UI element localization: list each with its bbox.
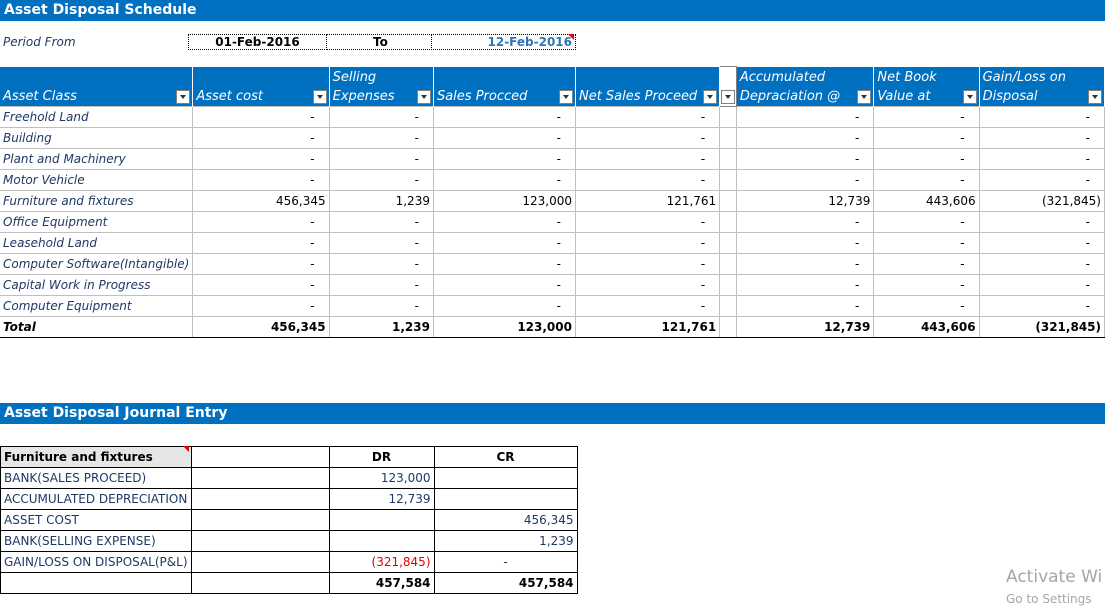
table-row bbox=[0, 107, 1105, 128]
total-row bbox=[0, 317, 1105, 338]
value-cell-cost[interactable]: 456,345 bbox=[193, 191, 329, 212]
table-row bbox=[0, 128, 1105, 149]
value-cell-gl[interactable]: - bbox=[979, 212, 1104, 233]
period-from-label: Period From bbox=[3, 35, 76, 49]
value-cell-dep[interactable]: - bbox=[736, 107, 874, 128]
journal-line-blank[interactable] bbox=[191, 531, 329, 552]
filter-dropdown-icon[interactable] bbox=[313, 90, 327, 104]
value-cell-sell[interactable]: - bbox=[329, 254, 433, 275]
value-cell-net[interactable]: - bbox=[575, 296, 719, 317]
value-cell-net[interactable]: 121,761 bbox=[575, 191, 719, 212]
value-cell-sell[interactable]: - bbox=[329, 107, 433, 128]
journal-line-cr[interactable]: 1,239 bbox=[434, 531, 577, 552]
value-cell-nbv[interactable]: - bbox=[874, 212, 979, 233]
journal-line-label[interactable]: ACCUMULATED DEPRECIATION bbox=[1, 489, 192, 510]
value-cell-sell[interactable]: 1,239 bbox=[329, 317, 433, 338]
value-cell-cost[interactable]: - bbox=[193, 296, 329, 317]
table-row bbox=[0, 233, 1105, 254]
value-cell-nbv[interactable]: 443,606 bbox=[874, 317, 979, 338]
value-cell-gl[interactable]: - bbox=[979, 275, 1104, 296]
journal-line-cr[interactable]: - bbox=[434, 552, 577, 573]
value-cell-gl[interactable]: (321,845) bbox=[979, 317, 1104, 338]
journal-line-label[interactable]: GAIN/LOSS ON DISPOSAL(P&L) bbox=[1, 552, 192, 573]
journal-line-label[interactable]: BANK(SELLING EXPENSE) bbox=[1, 531, 192, 552]
journal-header-cr[interactable]: CR bbox=[434, 447, 577, 468]
journal-total-cr[interactable]: 457,584 bbox=[434, 573, 577, 594]
table-row bbox=[0, 212, 1105, 233]
schedule-title: Asset Disposal Schedule bbox=[4, 2, 197, 18]
journal-line-dr[interactable]: 12,739 bbox=[329, 489, 434, 510]
spacer-cell[interactable] bbox=[720, 107, 737, 128]
value-cell-nbv[interactable]: - bbox=[874, 233, 979, 254]
value-cell-nbv[interactable]: - bbox=[874, 128, 979, 149]
comment-indicator-icon bbox=[568, 34, 574, 40]
value-cell-net[interactable]: - bbox=[575, 128, 719, 149]
to-label-cell: To bbox=[326, 34, 432, 50]
value-cell-sales[interactable]: 123,000 bbox=[433, 317, 575, 338]
value-cell-cost[interactable]: 456,345 bbox=[193, 317, 329, 338]
col-asset-cost: Asset cost bbox=[193, 67, 329, 107]
journal-line bbox=[1, 468, 578, 489]
filter-dropdown-icon[interactable] bbox=[963, 90, 977, 104]
value-cell-cost[interactable]: - bbox=[193, 128, 329, 149]
value-cell-cost[interactable]: - bbox=[193, 212, 329, 233]
col-spacer bbox=[720, 67, 737, 107]
value-cell-net[interactable]: - bbox=[575, 170, 719, 191]
table-row bbox=[0, 275, 1105, 296]
journal-line-cr[interactable]: 456,345 bbox=[434, 510, 577, 531]
journal-line-dr[interactable] bbox=[329, 510, 434, 531]
col-sales-proceed: Sales Procced bbox=[433, 67, 575, 107]
filter-dropdown-icon[interactable] bbox=[176, 90, 190, 104]
col-gain-loss: Gain/Loss on Disposal bbox=[979, 67, 1104, 107]
journal-line-cr[interactable] bbox=[434, 489, 577, 510]
filter-dropdown-icon[interactable] bbox=[1088, 90, 1102, 104]
value-cell-cost[interactable]: - bbox=[193, 233, 329, 254]
value-cell-sales[interactable]: - bbox=[433, 296, 575, 317]
journal-line-blank[interactable] bbox=[191, 510, 329, 531]
value-cell-nbv[interactable]: - bbox=[874, 296, 979, 317]
value-cell-sell[interactable]: - bbox=[329, 212, 433, 233]
value-cell-sell[interactable]: - bbox=[329, 149, 433, 170]
journal-entry-table bbox=[0, 446, 578, 594]
journal-total-blank[interactable] bbox=[191, 573, 329, 594]
asset-rows bbox=[0, 107, 1105, 338]
filter-dropdown-icon[interactable] bbox=[857, 90, 871, 104]
value-cell-dep[interactable]: 12,739 bbox=[736, 317, 874, 338]
col-asset-class: Asset Class bbox=[0, 67, 193, 107]
from-date-cell[interactable]: 01-Feb-2016 bbox=[188, 34, 327, 50]
spacer-cell[interactable] bbox=[720, 296, 737, 317]
spacer-cell[interactable] bbox=[720, 191, 737, 212]
journal-line-blank[interactable] bbox=[191, 489, 329, 510]
value-cell-nbv[interactable]: - bbox=[874, 170, 979, 191]
col-selling-expenses: Selling Expenses bbox=[329, 67, 433, 107]
value-cell-sales[interactable]: 123,000 bbox=[433, 191, 575, 212]
journal-line bbox=[1, 531, 578, 552]
journal-title: Asset Disposal Journal Entry bbox=[4, 405, 228, 421]
value-cell-cost[interactable]: - bbox=[193, 107, 329, 128]
asset-class-cell[interactable]: Office Equipment bbox=[0, 212, 193, 233]
value-cell-nbv[interactable]: - bbox=[874, 149, 979, 170]
asset-disposal-table bbox=[0, 66, 1105, 338]
to-date-cell[interactable]: 12-Feb-2016 bbox=[431, 34, 576, 50]
value-cell-dep[interactable]: - bbox=[736, 212, 874, 233]
value-cell-sell[interactable]: - bbox=[329, 275, 433, 296]
value-cell-nbv[interactable]: 443,606 bbox=[874, 191, 979, 212]
col-net-sales-proceed: Net Sales Proceed bbox=[575, 67, 719, 107]
asset-class-cell[interactable]: Computer Software(Intangible) bbox=[0, 254, 193, 275]
value-cell-nbv[interactable]: - bbox=[874, 275, 979, 296]
value-cell-dep[interactable]: - bbox=[736, 170, 874, 191]
activation-watermark: Activate Wi bbox=[1006, 567, 1103, 587]
asset-class-cell[interactable]: Total bbox=[0, 317, 193, 338]
value-cell-sell[interactable]: 1,239 bbox=[329, 191, 433, 212]
value-cell-net[interactable]: - bbox=[575, 149, 719, 170]
asset-class-cell[interactable]: Capital Work in Progress bbox=[0, 275, 193, 296]
asset-class-cell[interactable]: Plant and Machinery bbox=[0, 149, 193, 170]
journal-line bbox=[1, 510, 578, 531]
value-cell-net[interactable]: - bbox=[575, 254, 719, 275]
value-cell-sell[interactable]: - bbox=[329, 296, 433, 317]
value-cell-dep[interactable]: - bbox=[736, 149, 874, 170]
spacer-cell[interactable] bbox=[720, 128, 737, 149]
value-cell-gl[interactable]: - bbox=[979, 170, 1104, 191]
table-row bbox=[0, 149, 1105, 170]
journal-total-label[interactable] bbox=[1, 573, 192, 594]
value-cell-sales[interactable]: - bbox=[433, 233, 575, 254]
spacer-cell[interactable] bbox=[720, 317, 737, 338]
asset-class-cell[interactable]: Freehold Land bbox=[0, 107, 193, 128]
value-cell-net[interactable]: 121,761 bbox=[575, 317, 719, 338]
value-cell-sales[interactable]: - bbox=[433, 107, 575, 128]
value-cell-sales[interactable]: - bbox=[433, 275, 575, 296]
value-cell-gl[interactable]: - bbox=[979, 149, 1104, 170]
journal-line-cr[interactable] bbox=[434, 468, 577, 489]
value-cell-gl[interactable]: - bbox=[979, 233, 1104, 254]
journal-line-label[interactable]: ASSET COST bbox=[1, 510, 192, 531]
value-cell-sales[interactable]: - bbox=[433, 149, 575, 170]
asset-class-cell[interactable]: Leasehold Land bbox=[0, 233, 193, 254]
spacer-cell[interactable] bbox=[720, 212, 737, 233]
journal-line-blank[interactable] bbox=[191, 552, 329, 573]
value-cell-dep[interactable]: - bbox=[736, 296, 874, 317]
value-cell-sales[interactable]: - bbox=[433, 128, 575, 149]
table-row bbox=[0, 296, 1105, 317]
journal-line bbox=[1, 552, 578, 573]
journal-header-dr[interactable]: DR bbox=[329, 447, 434, 468]
asset-class-cell[interactable]: Building bbox=[0, 128, 193, 149]
value-cell-gl[interactable]: - bbox=[979, 128, 1104, 149]
journal-title-bar bbox=[0, 403, 1105, 424]
comment-indicator-icon bbox=[183, 446, 189, 452]
header-row bbox=[0, 67, 1105, 107]
value-cell-sell[interactable]: - bbox=[329, 128, 433, 149]
col-accumulated-depreciation: Accumulated Depraciation @ bbox=[736, 67, 874, 107]
col-net-book-value: Net Book Value at bbox=[874, 67, 979, 107]
value-cell-net[interactable]: - bbox=[575, 107, 719, 128]
journal-line-blank[interactable] bbox=[191, 468, 329, 489]
value-cell-net[interactable]: - bbox=[575, 212, 719, 233]
spacer-cell[interactable] bbox=[720, 275, 737, 296]
journal-header-row bbox=[1, 447, 578, 468]
value-cell-dep[interactable]: - bbox=[736, 254, 874, 275]
value-cell-gl[interactable]: - bbox=[979, 296, 1104, 317]
spacer-cell[interactable] bbox=[720, 170, 737, 191]
journal-line-dr[interactable]: 123,000 bbox=[329, 468, 434, 489]
value-cell-gl[interactable]: (321,845) bbox=[979, 191, 1104, 212]
spacer-cell[interactable] bbox=[720, 254, 737, 275]
journal-line-dr[interactable] bbox=[329, 531, 434, 552]
journal-total-dr[interactable]: 457,584 bbox=[329, 573, 434, 594]
table-row bbox=[0, 191, 1105, 212]
value-cell-cost[interactable]: - bbox=[193, 149, 329, 170]
value-cell-sales[interactable]: - bbox=[433, 212, 575, 233]
filter-dropdown-icon[interactable] bbox=[721, 90, 735, 104]
value-cell-nbv[interactable]: - bbox=[874, 107, 979, 128]
asset-class-cell[interactable]: Computer Equipment bbox=[0, 296, 193, 317]
value-cell-sell[interactable]: - bbox=[329, 233, 433, 254]
value-cell-net[interactable]: - bbox=[575, 233, 719, 254]
value-cell-cost[interactable]: - bbox=[193, 254, 329, 275]
filter-dropdown-icon[interactable] bbox=[703, 90, 717, 104]
value-cell-nbv[interactable]: - bbox=[874, 254, 979, 275]
journal-header-blank[interactable] bbox=[191, 447, 329, 468]
schedule-title-bar bbox=[0, 0, 1105, 21]
value-cell-dep[interactable]: 12,739 bbox=[736, 191, 874, 212]
asset-class-cell[interactable]: Motor Vehicle bbox=[0, 170, 193, 191]
value-cell-sell[interactable]: - bbox=[329, 170, 433, 191]
journal-line bbox=[1, 489, 578, 510]
value-cell-sales[interactable]: - bbox=[433, 254, 575, 275]
spacer-cell[interactable] bbox=[720, 233, 737, 254]
journal-header-label[interactable]: Furniture and fixtures bbox=[1, 447, 192, 468]
value-cell-cost[interactable]: - bbox=[193, 170, 329, 191]
value-cell-cost[interactable]: - bbox=[193, 275, 329, 296]
asset-class-cell[interactable]: Furniture and fixtures bbox=[0, 191, 193, 212]
spacer-cell[interactable] bbox=[720, 149, 737, 170]
filter-dropdown-icon[interactable] bbox=[559, 90, 573, 104]
value-cell-dep[interactable]: - bbox=[736, 233, 874, 254]
table-row bbox=[0, 170, 1105, 191]
activation-watermark-sub: Go to Settings bbox=[1006, 592, 1092, 606]
table-row bbox=[0, 254, 1105, 275]
value-cell-dep[interactable]: - bbox=[736, 275, 874, 296]
value-cell-sales[interactable]: - bbox=[433, 170, 575, 191]
filter-dropdown-icon[interactable] bbox=[417, 90, 431, 104]
journal-total-row bbox=[1, 573, 578, 594]
value-cell-dep[interactable]: - bbox=[736, 128, 874, 149]
value-cell-net[interactable]: - bbox=[575, 275, 719, 296]
value-cell-gl[interactable]: - bbox=[979, 107, 1104, 128]
journal-line-label[interactable]: BANK(SALES PROCEED) bbox=[1, 468, 192, 489]
journal-line-dr[interactable]: (321,845) bbox=[329, 552, 434, 573]
value-cell-gl[interactable]: - bbox=[979, 254, 1104, 275]
